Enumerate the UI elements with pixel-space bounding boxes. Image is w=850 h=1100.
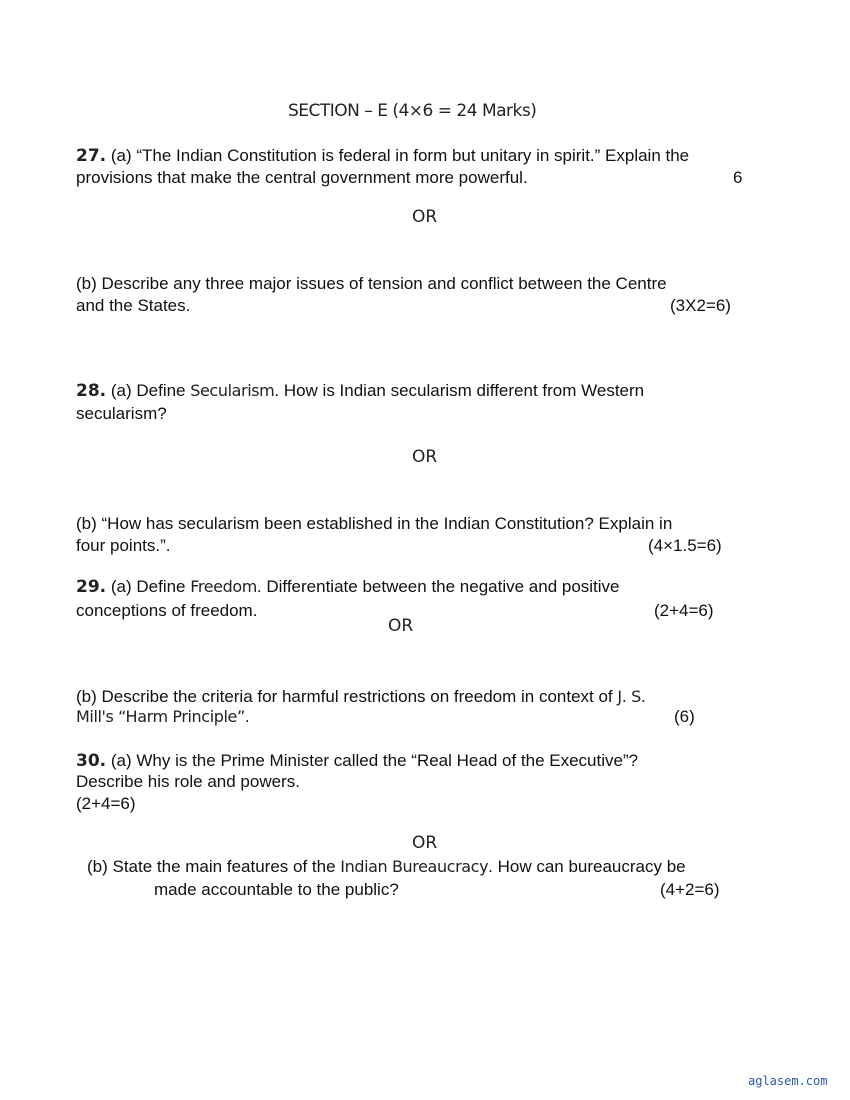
or-separator: OR <box>412 207 438 227</box>
question-number: 27. <box>76 146 107 166</box>
question-text: (b) State the main features of the <box>87 857 336 876</box>
question-29-b-marks: (6) <box>674 707 695 726</box>
question-30-b-line1 <box>87 856 686 878</box>
question-29-a-marks: (2+4=6) <box>654 601 714 620</box>
question-29-b-line2 <box>76 706 250 728</box>
part-label: (a) Define <box>110 381 186 400</box>
question-27-b-line1: (b) Describe any three major issues of tension and conflict between the Centre <box>76 274 667 293</box>
watermark-link[interactable]: aglasem.com <box>748 1074 828 1088</box>
question-27-a-marks: 6 <box>733 168 743 187</box>
section-title: SECTION – E (4×6 = 24 Marks) <box>288 101 537 121</box>
question-text: . How can bureaucracy be <box>488 857 686 876</box>
keyword: J. S. <box>617 687 646 706</box>
question-number: 29. <box>76 577 107 597</box>
question-text: . Differentiate between the negative and positive <box>256 577 620 596</box>
question-28-a-line1 <box>76 380 644 402</box>
keyword: Mill's “Harm Principle” <box>76 707 245 726</box>
keyword: Freedom <box>190 577 257 596</box>
question-30-a-line1 <box>76 750 638 772</box>
question-28-b-line1: (b) “How has secularism been established in the Indian Constitution? Explain in <box>76 514 673 533</box>
question-text: (b) Describe the criteria for harmful restrictions on freedom in context of <box>76 687 613 706</box>
question-29-a-line2: conceptions of freedom. <box>76 601 258 620</box>
question-text: (a) Why is the Prime Minister called the “Real Head of the Executive”? <box>110 751 639 770</box>
or-separator: OR <box>412 833 438 853</box>
question-28-b-marks: (4×1.5=6) <box>648 536 722 555</box>
question-number: 28. <box>76 381 107 401</box>
question-27-b-marks: (3X2=6) <box>670 296 731 315</box>
part-label: (a) Define <box>110 577 186 596</box>
question-30-b-marks: (4+2=6) <box>660 880 720 899</box>
question-27-b-line2: and the States. <box>76 296 191 315</box>
question-29-b-line1 <box>76 686 646 708</box>
question-30-b-line2: made accountable to the public? <box>154 880 399 899</box>
question-28-b-line2: four points.”. <box>76 536 171 555</box>
question-28-a-line2: secularism? <box>76 404 167 423</box>
question-27-a-line1 <box>76 145 689 167</box>
question-number: 30. <box>76 751 107 771</box>
part-label: (a) <box>110 146 132 165</box>
question-30-a-line2: Describe his role and powers. <box>76 772 300 791</box>
question-27-a-line2: provisions that make the central government more powerful. <box>76 168 528 187</box>
or-separator: OR <box>412 447 438 467</box>
or-separator: OR <box>388 616 414 636</box>
question-text: “The Indian Constitution is federal in form but unitary in spirit.” Explain the <box>136 146 690 165</box>
keyword: Secularism <box>190 381 275 400</box>
question-29-a-line1 <box>76 576 620 598</box>
question-text: . <box>244 707 250 726</box>
question-30-a-marks: (2+4=6) <box>76 794 136 813</box>
keyword: Indian Bureaucracy <box>340 857 489 876</box>
question-text: . How is Indian secularism different from Western <box>274 381 645 400</box>
